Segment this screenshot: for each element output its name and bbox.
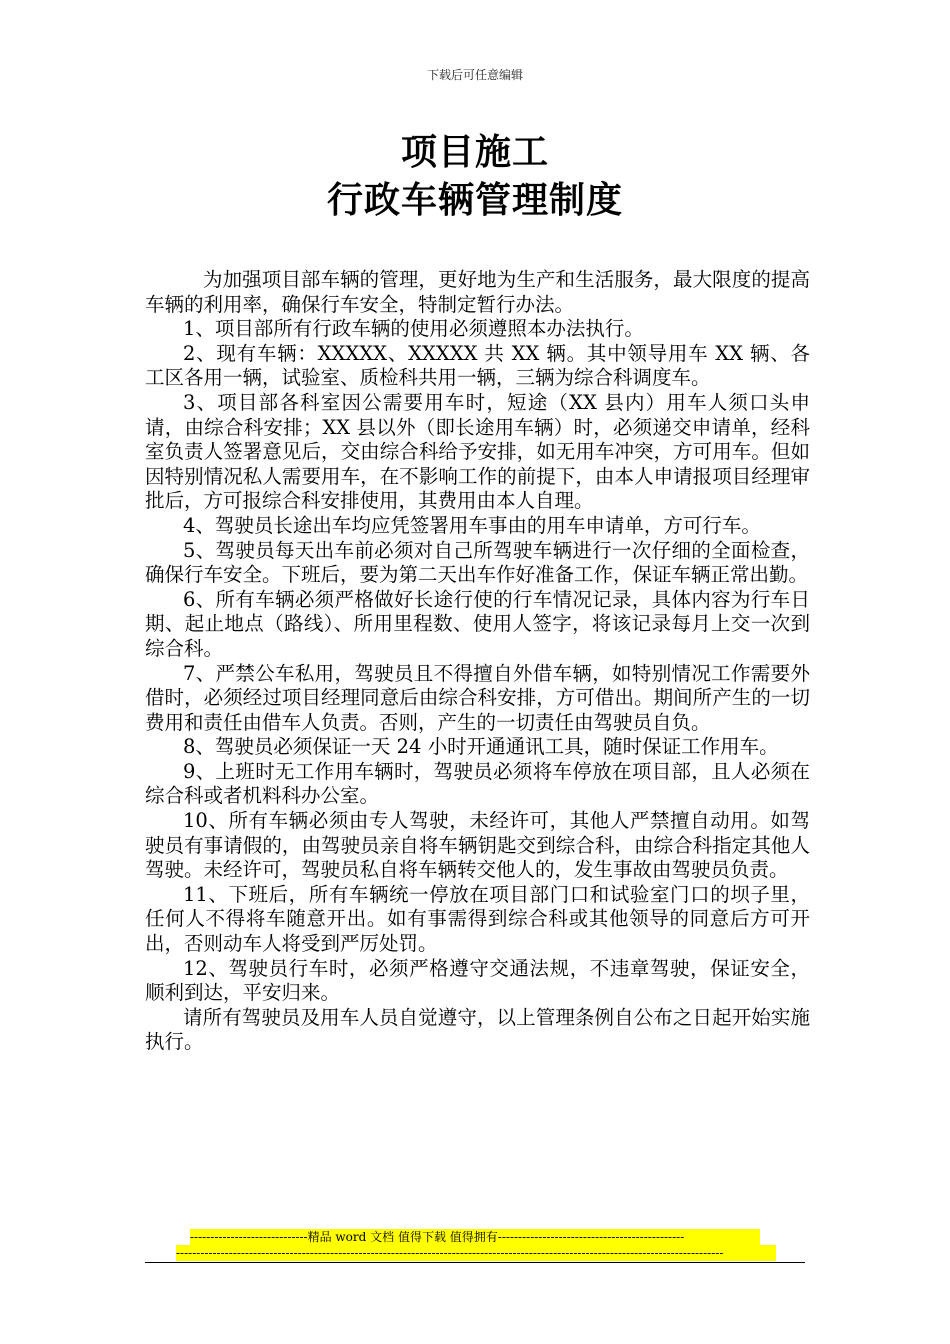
rule-item-4: 4、驾驶员长途出车均应凭签署用车事由的用车申请单，方可行车。 bbox=[183, 513, 761, 537]
closing-paragraph: 请所有驾驶员及用车人员自觉遵守，以上管理条例自公布之日起开始实施执行。 bbox=[145, 1005, 810, 1054]
footer-banner-line1: -----------------------------精品 word 文档 值得下载 值得拥有---------------------------------------------- bbox=[190, 1229, 760, 1245]
intro-paragraph: 为加强项目部车辆的管理，更好地为生产和生活服务，最大限度的提高车辆的利用率，确保行车安全，特制定暂行办法。 bbox=[145, 268, 810, 316]
rule-item-7: 7、严禁公车私用，驾驶员且不得擅自外借车辆，如特别情况工作需要外借时，必须经过项目经理同意后由综合科安排，方可借出。期间所产生的一切费用和责任由借车人负责。否则，产生的一切责任由驾驶员自负。 bbox=[145, 661, 810, 734]
rule-item-1: 1、项目部所有行政车辆的使用必须遵照本办法执行。 bbox=[183, 317, 644, 341]
rule-item-10: 10、所有车辆必须由专人驾驶，未经许可，其他人严禁擅自动用。如驾驶员有事请假的，由驾驶员亲自将车辆钥匙交到综合科，由综合科指定其他人驾驶。未经许可，驾驶员私自将车辆转交他人的，发生事故由驾驶员负责。 bbox=[145, 809, 810, 882]
rule-item-2: 2、现有车辆：XXXXX、XXXXX 共 XX 辆。其中领导用车 XX 辆、各工区各用一辆，试验室、质检科共用一辆，三辆为综合科调度车。 bbox=[145, 341, 810, 390]
rule-item-8: 8、驾驶员必须保证一天 24 小时开通通讯工具，随时保证工作用车。 bbox=[183, 735, 779, 759]
header-note: 下载后可任意编辑 bbox=[426, 68, 523, 82]
rule-item-6: 6、所有车辆必须严格做好长途行使的行车情况记录，具体内容为行车日期、起止地点（路线）、所用里程数、使用人签字，将该记录每月上交一次到综合科。 bbox=[145, 587, 810, 660]
document-body bbox=[145, 268, 810, 1055]
rule-item-9: 9、上班时无工作用车辆时，驾驶员必须将车停放在项目部，且人必须在综合科或者机料科办公室。 bbox=[145, 759, 810, 808]
footer-banner-line2: --------------------------------------------------------------------------------------------------------------------------------------- bbox=[176, 1245, 776, 1261]
footer-divider bbox=[145, 1262, 805, 1263]
rule-item-11: 11、下班后，所有车辆统一停放在项目部门口和试验室门口的坝子里，任何人不得将车随意开出。如有事需得到综合科或其他领导的同意后方可开出，否则动车人将受到严厉处罚。 bbox=[145, 882, 810, 956]
rule-item-5: 5、驾驶员每天出车前必须对自己所驾驶车辆进行一次仔细的全面检查，确保行车安全。下班后，要为第二天出车作好准备工作，保证车辆正常出勤。 bbox=[145, 538, 810, 587]
document-title-line1: 项目施工 bbox=[400, 131, 549, 173]
document-title-line2: 行政车辆管理制度 bbox=[326, 179, 623, 221]
rule-item-3: 3、项目部各科室因公需要用车时，短途（XX 县内）用车人须口头申请，由综合科安排；XX 县以外（即长途用车辆）时，必须递交申请单，经科室负责人签署意见后，交由综合科给予安排，如无用车冲突，方可用车。但如因特别情况私人需要用车，在不影响工作的前提下，由本人申请报项目经理审批后，方可报综合科安排使用，其费用由本人自理。 bbox=[145, 390, 810, 513]
rule-item-12: 12、驾驶员行车时，必须严格遵守交通法规，不违章驾驶，保证安全，顺利到达，平安归来。 bbox=[145, 956, 810, 1005]
